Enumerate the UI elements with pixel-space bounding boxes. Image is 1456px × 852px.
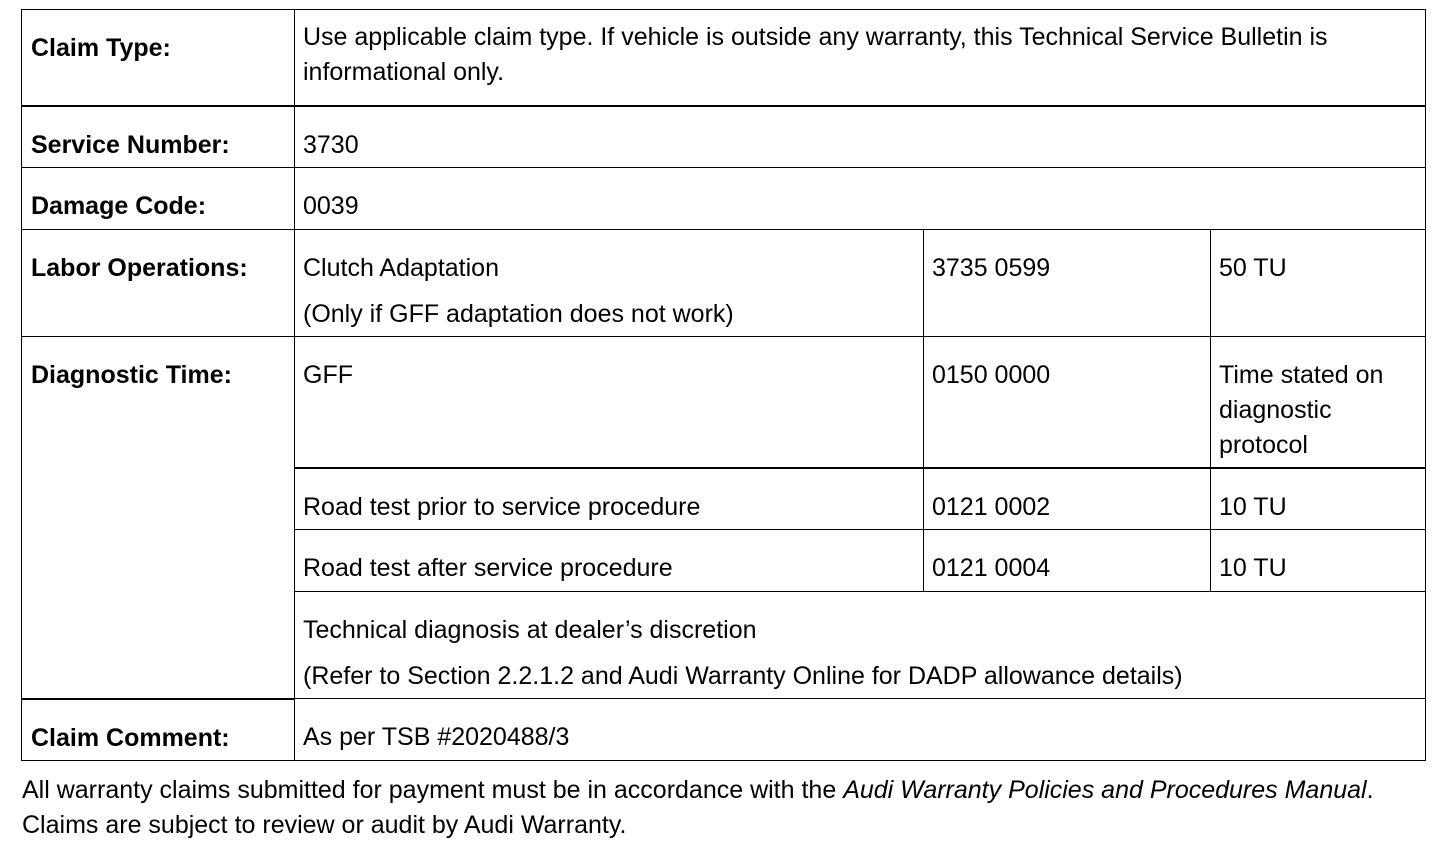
diagnostic-time-label: Diagnostic Time: bbox=[22, 337, 295, 699]
diagnostic-item-code: 0150 0000 bbox=[924, 337, 1211, 468]
labor-operation-time: 50 TU bbox=[1211, 230, 1426, 337]
damage-code-value: 0039 bbox=[295, 168, 1426, 230]
claim-type-row bbox=[22, 10, 1426, 106]
warranty-footer-note bbox=[22, 773, 1432, 843]
claim-comment-label: Claim Comment: bbox=[22, 699, 295, 761]
diagnostic-item-time: 10 TU bbox=[1211, 468, 1426, 530]
service-number-label: Service Number: bbox=[22, 106, 295, 168]
labor-operations-row bbox=[22, 230, 1426, 337]
diagnostic-row bbox=[22, 337, 1426, 468]
service-number-row bbox=[22, 106, 1426, 168]
labor-operation-code: 3735 0599 bbox=[924, 230, 1211, 337]
service-number-value: 3730 bbox=[295, 106, 1426, 168]
damage-code-row bbox=[22, 168, 1426, 230]
diagnostic-item-description: Road test after service procedure bbox=[295, 530, 924, 592]
footer-text-after: . Claims are subject to review or audit by Audi Warranty. bbox=[22, 776, 1374, 839]
diagnostic-item-code: 0121 0002 bbox=[924, 468, 1211, 530]
warranty-claim-table bbox=[21, 9, 1426, 761]
claim-comment-value: As per TSB #2020488/3 bbox=[295, 699, 1426, 761]
diagnostic-item-description: GFF bbox=[295, 337, 924, 468]
diagnostic-item-description: Road test prior to service procedure bbox=[295, 468, 924, 530]
claim-comment-row bbox=[22, 699, 1426, 761]
diagnostic-discretion-text: Technical diagnosis at dealer’s discretion bbox=[303, 616, 757, 644]
diagnostic-item-code: 0121 0004 bbox=[924, 530, 1211, 592]
labor-operations-label: Labor Operations: bbox=[22, 230, 295, 337]
labor-operation-note: (Only if GFF adaptation does not work) bbox=[303, 300, 734, 328]
diagnostic-discretion bbox=[295, 592, 1426, 699]
labor-operation-name: Clutch Adaptation bbox=[303, 254, 499, 282]
damage-code-label: Damage Code: bbox=[22, 168, 295, 230]
diagnostic-item-time: Time stated on diagnostic protocol bbox=[1211, 337, 1426, 468]
diagnostic-discretion-reference: (Refer to Section 2.2.1.2 and Audi Warranty Online for DADP allowance details) bbox=[303, 662, 1183, 690]
warranty-manual-title: Audi Warranty Policies and Procedures Manual bbox=[843, 776, 1367, 804]
footer-text-before: All warranty claims submitted for payment must be in accordance with the bbox=[22, 776, 844, 804]
labor-operation-description bbox=[295, 230, 924, 337]
claim-type-value: Use applicable claim type. If vehicle is outside any warranty, this Technical Service Bulletin is informational only. bbox=[295, 10, 1426, 106]
claim-type-label: Claim Type: bbox=[22, 10, 295, 106]
diagnostic-item-time: 10 TU bbox=[1211, 530, 1426, 592]
